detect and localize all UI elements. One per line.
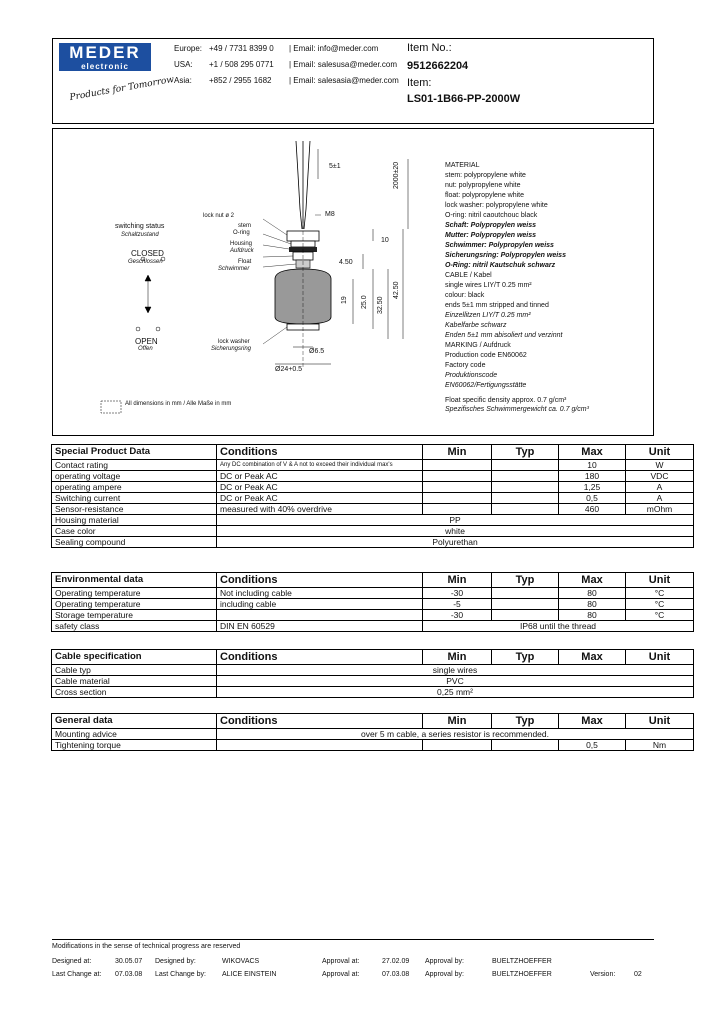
dim-2000: 2000±20 xyxy=(393,161,400,189)
approval-at2-value: 07.03.08 xyxy=(382,971,410,978)
spec-line: MATERIAL xyxy=(445,162,480,169)
column-header: Conditions xyxy=(217,445,423,460)
spec-line: single wires LIY/T 0.25 mm² xyxy=(445,282,532,289)
table-cell: white xyxy=(217,526,694,537)
material-specification xyxy=(445,161,650,391)
column-header: Typ xyxy=(492,650,559,665)
table-cell: IP68 until the thread xyxy=(423,621,694,632)
table-cell: Any DC combination of V & A not to exceed their individual max's xyxy=(217,460,423,471)
approval-at2-label: Approval at: xyxy=(322,971,360,978)
spec-line: ends 5±1 mm stripped and tinned xyxy=(445,302,549,309)
spec-line: O-Ring: nitril Kautschuk schwarz xyxy=(445,262,556,269)
table-row xyxy=(52,515,694,526)
spec-line: nut: polypropylene white xyxy=(445,182,521,189)
table-cell: Polyurethan xyxy=(217,537,694,548)
spec-line: EN60062/Fertigungsstätte xyxy=(445,382,527,389)
item-label: Item: xyxy=(407,77,432,89)
table-cell: -5 xyxy=(423,599,492,610)
table-cell xyxy=(492,504,559,515)
column-header: Unit xyxy=(626,650,694,665)
approval-at-value: 27.02.09 xyxy=(382,958,410,965)
label-lock-washer-de: Sicherungsring xyxy=(211,346,252,352)
label-lock-nut: lock nut ø 2 xyxy=(203,213,235,219)
special-product-data-table xyxy=(51,444,694,548)
table-title: Special Product Data xyxy=(52,445,217,460)
spec-line: Production code EN60062 xyxy=(445,352,527,359)
density-en: Float specific density approx. 0.7 g/cm³ xyxy=(445,397,567,404)
spec-line: Enden 5±1 mm abisoliert und verzinnt xyxy=(445,332,563,339)
table-cell: Sealing compound xyxy=(52,537,217,548)
spec-line: lock washer: polypropylene white xyxy=(445,202,548,209)
table-cell: °C xyxy=(626,599,694,610)
item-value: LS01-1B66-PP-2000W xyxy=(407,93,521,105)
ce-mark-icon xyxy=(101,401,121,413)
contact-usa xyxy=(174,60,398,69)
last-change-by-label: Last Change by: xyxy=(155,971,206,978)
item-no-label: Item No.: xyxy=(407,42,452,54)
dim-10: 10 xyxy=(381,237,389,244)
density-de: Spezifisches Schwimmergewicht ca. 0.7 g/cm³ xyxy=(445,406,589,413)
column-header: Conditions xyxy=(217,650,423,665)
table-cell: -30 xyxy=(423,610,492,621)
contact-phone: +49 / 7731 8399 0 xyxy=(209,44,274,53)
table-cell xyxy=(492,588,559,599)
table-cell xyxy=(423,471,492,482)
dim-19: 19 xyxy=(341,296,348,304)
table-cell xyxy=(492,740,559,751)
column-header: Min xyxy=(423,573,492,588)
dim-25: 25.0 xyxy=(361,295,368,309)
label-float: Float xyxy=(238,259,252,265)
table-row xyxy=(52,460,694,471)
table-cell: safety class xyxy=(52,621,217,632)
table-cell xyxy=(492,482,559,493)
table-row xyxy=(52,676,694,687)
table-cell: Sensor-resistance xyxy=(52,504,217,515)
column-header: Conditions xyxy=(217,573,423,588)
table-header-row xyxy=(52,714,694,729)
table-cell: Operating temperature xyxy=(52,588,217,599)
dim-4-50: 4.50 xyxy=(339,259,353,266)
label-open: OPEN xyxy=(135,337,158,346)
table-cell: Case color xyxy=(52,526,217,537)
approval-by-label: Approval by: xyxy=(425,958,464,965)
table-cell xyxy=(217,610,423,621)
table-cell: Operating temperature xyxy=(52,599,217,610)
label-open-de: Offen xyxy=(138,346,153,352)
table-header-row xyxy=(52,573,694,588)
last-change-by-value: ALICE EINSTEIN xyxy=(222,971,277,978)
table-cell: PP xyxy=(217,515,694,526)
table-cell: 80 xyxy=(559,588,626,599)
label-stem: stem xyxy=(238,223,252,229)
contact-region: Europe: xyxy=(174,44,203,53)
table-cell: A xyxy=(626,482,694,493)
dim-5: 5±1 xyxy=(329,163,341,170)
table-title: General data xyxy=(52,714,217,729)
contact-region: Asia: xyxy=(174,76,192,85)
table-cell xyxy=(492,460,559,471)
spec-line: Produktionscode xyxy=(445,372,498,379)
spec-line: Factory code xyxy=(445,362,486,369)
approval-by2-value: BUELTZHOEFFER xyxy=(492,971,552,978)
spec-line: O-ring: nitril caoutchouc black xyxy=(445,212,538,219)
column-header: Typ xyxy=(492,714,559,729)
version-label: Version: xyxy=(590,971,616,978)
table-row xyxy=(52,471,694,482)
table-title: Environmental data xyxy=(52,573,217,588)
table-cell: Nm xyxy=(626,740,694,751)
spec-line: float: polypropylene white xyxy=(445,192,524,199)
table-cell: 0,5 xyxy=(559,493,626,504)
table-row xyxy=(52,504,694,515)
general-data-table xyxy=(51,713,694,751)
table-cell: W xyxy=(626,460,694,471)
spec-line: stem: polypropylene white xyxy=(445,172,526,179)
label-switching-status-de: Schaltzustand xyxy=(121,232,159,238)
column-header: Typ xyxy=(492,573,559,588)
spec-line: Mutter: Polypropylen weiss xyxy=(445,232,537,239)
table-row xyxy=(52,599,694,610)
designed-by-label: Designed by: xyxy=(155,958,196,965)
drawing-note: All dimensions in mm / Alle Maße in mm xyxy=(125,401,232,407)
spec-line: Sicherungsring: Polypropylen weiss xyxy=(445,252,566,259)
dim-d24: Ø24+0.5 xyxy=(275,366,303,373)
column-header: Min xyxy=(423,714,492,729)
table-cell: over 5 m cable, a series resistor is recommended. xyxy=(217,729,694,740)
table-row xyxy=(52,687,694,698)
table-cell xyxy=(492,471,559,482)
table-cell: Storage temperature xyxy=(52,610,217,621)
spec-line: MARKING / Aufdruck xyxy=(445,342,511,349)
label-switching-status: switching status xyxy=(115,223,165,230)
table-cell: DC or Peak AC xyxy=(217,493,423,504)
table-cell: single wires xyxy=(217,665,694,676)
table-cell: Switching current xyxy=(52,493,217,504)
spec-line: colour: black xyxy=(445,292,485,299)
table-cell: including cable xyxy=(217,599,423,610)
table-cell: 80 xyxy=(559,599,626,610)
table-cell: A xyxy=(626,493,694,504)
spec-line: Schwimmer: Polypropylen weiss xyxy=(445,242,554,249)
table-row xyxy=(52,482,694,493)
table-cell: Mounting advice xyxy=(52,729,217,740)
table-header-row xyxy=(52,650,694,665)
document-header xyxy=(52,38,654,124)
technical-drawing xyxy=(52,128,654,436)
column-header: Max xyxy=(559,650,626,665)
table-cell: Contact rating xyxy=(52,460,217,471)
cable-wires xyxy=(296,141,310,229)
contact-phone: +852 / 2955 1682 xyxy=(209,76,272,85)
table-title: Cable specification xyxy=(52,650,217,665)
table-cell xyxy=(423,460,492,471)
spec-line: CABLE / Kabel xyxy=(445,272,492,279)
table-cell: Housing material xyxy=(52,515,217,526)
label-housing: Housing xyxy=(230,241,253,247)
logo-wordmark: MEDER xyxy=(69,43,141,62)
table-cell: DC or Peak AC xyxy=(217,482,423,493)
spec-line: Kabelfarbe schwarz xyxy=(445,322,507,329)
contact-asia xyxy=(174,76,399,85)
table-cell: Cable material xyxy=(52,676,217,687)
column-header: Min xyxy=(423,445,492,460)
last-change-label: Last Change at: xyxy=(52,971,102,978)
version-value: 02 xyxy=(634,971,642,978)
table-cell: °C xyxy=(626,610,694,621)
table-cell xyxy=(423,740,492,751)
meder-logo xyxy=(59,43,151,71)
column-header: Max xyxy=(559,573,626,588)
contact-europe xyxy=(174,44,379,53)
table-cell: operating voltage xyxy=(52,471,217,482)
table-cell: DIN EN 60529 xyxy=(217,621,423,632)
label-float-de: Schwimmer xyxy=(218,266,250,272)
cable-specification-table xyxy=(51,649,694,698)
designed-at-label: Designed at: xyxy=(52,958,92,965)
dim-d65: Ø6.5 xyxy=(309,348,325,355)
label-lock-washer: lock washer xyxy=(218,339,250,345)
label-closed-de: Geschlossen xyxy=(128,259,163,265)
table-cell: operating ampere xyxy=(52,482,217,493)
table-cell: 80 xyxy=(559,610,626,621)
table-cell xyxy=(492,599,559,610)
slogan-line1: Products for xyxy=(68,83,127,104)
table-row xyxy=(52,588,694,599)
column-header: Max xyxy=(559,714,626,729)
table-cell xyxy=(423,504,492,515)
table-cell: Not including cable xyxy=(217,588,423,599)
designed-by-value: WIKOVACS xyxy=(222,958,260,965)
table-cell: 10 xyxy=(559,460,626,471)
dim-32: 32.50 xyxy=(377,296,384,314)
table-row xyxy=(52,610,694,621)
label-housing-de: Aufdruck xyxy=(230,248,254,254)
table-cell xyxy=(492,610,559,621)
table-cell: 0,5 xyxy=(559,740,626,751)
footer-divider xyxy=(52,939,654,940)
dim-m8: M8 xyxy=(325,211,335,218)
spec-line: Einzellitzen LIY/T 0.25 mm² xyxy=(445,312,531,319)
table-cell xyxy=(423,493,492,504)
column-header: Min xyxy=(423,650,492,665)
contact-email[interactable]: | Email: salesusa@meder.com xyxy=(289,60,398,69)
table-cell: 460 xyxy=(559,504,626,515)
dim-42: 42.50 xyxy=(393,281,400,299)
table-cell: DC or Peak AC xyxy=(217,471,423,482)
column-header: Conditions xyxy=(217,714,423,729)
table-cell xyxy=(217,740,423,751)
slogan-line2: Tomorrow xyxy=(127,74,175,93)
approval-by2-label: Approval by: xyxy=(425,971,464,978)
approval-at-label: Approval at: xyxy=(322,958,360,965)
table-cell: measured with 40% overdrive xyxy=(217,504,423,515)
column-header: Typ xyxy=(492,445,559,460)
table-cell: 180 xyxy=(559,471,626,482)
table-row xyxy=(52,493,694,504)
contact-email[interactable]: | Email: info@meder.com xyxy=(289,44,379,53)
table-row xyxy=(52,537,694,548)
table-cell: Cable typ xyxy=(52,665,217,676)
environmental-data-table xyxy=(51,572,694,632)
last-change-value: 07.03.08 xyxy=(115,971,143,978)
label-closed: CLOSED xyxy=(131,249,164,258)
table-row xyxy=(52,665,694,676)
slogan xyxy=(69,75,175,103)
table-cell: °C xyxy=(626,588,694,599)
table-cell: Tightening torque xyxy=(52,740,217,751)
contact-phone: +1 / 508 295 0771 xyxy=(209,60,274,69)
table-header-row xyxy=(52,445,694,460)
table-cell xyxy=(492,493,559,504)
table-row xyxy=(52,621,694,632)
approval-by-value: BUELTZHOEFFER xyxy=(492,958,552,965)
column-header: Unit xyxy=(626,714,694,729)
table-cell: 1,25 xyxy=(559,482,626,493)
table-row xyxy=(52,729,694,740)
label-o-ring: O-ring xyxy=(233,230,250,236)
table-cell xyxy=(423,482,492,493)
table-cell: Cross section xyxy=(52,687,217,698)
table-cell: -30 xyxy=(423,588,492,599)
table-cell: 0,25 mm² xyxy=(217,687,694,698)
column-header: Unit xyxy=(626,573,694,588)
spec-line: Schaft: Polypropylen weiss xyxy=(445,222,537,229)
table-cell: VDC xyxy=(626,471,694,482)
contact-email[interactable]: | Email: salesasia@meder.com xyxy=(289,76,399,85)
logo-subtitle: electronic xyxy=(81,62,129,71)
table-cell: PVC xyxy=(217,676,694,687)
table-row xyxy=(52,740,694,751)
item-no-value: 9512662204 xyxy=(407,60,469,72)
table-cell: mOhm xyxy=(626,504,694,515)
table-row xyxy=(52,526,694,537)
column-header: Max xyxy=(559,445,626,460)
designed-at-value: 30.05.07 xyxy=(115,958,143,965)
contact-region: USA: xyxy=(174,60,193,69)
footer-note: Modifications in the sense of technical progress are reserved xyxy=(52,943,241,950)
column-header: Unit xyxy=(626,445,694,460)
